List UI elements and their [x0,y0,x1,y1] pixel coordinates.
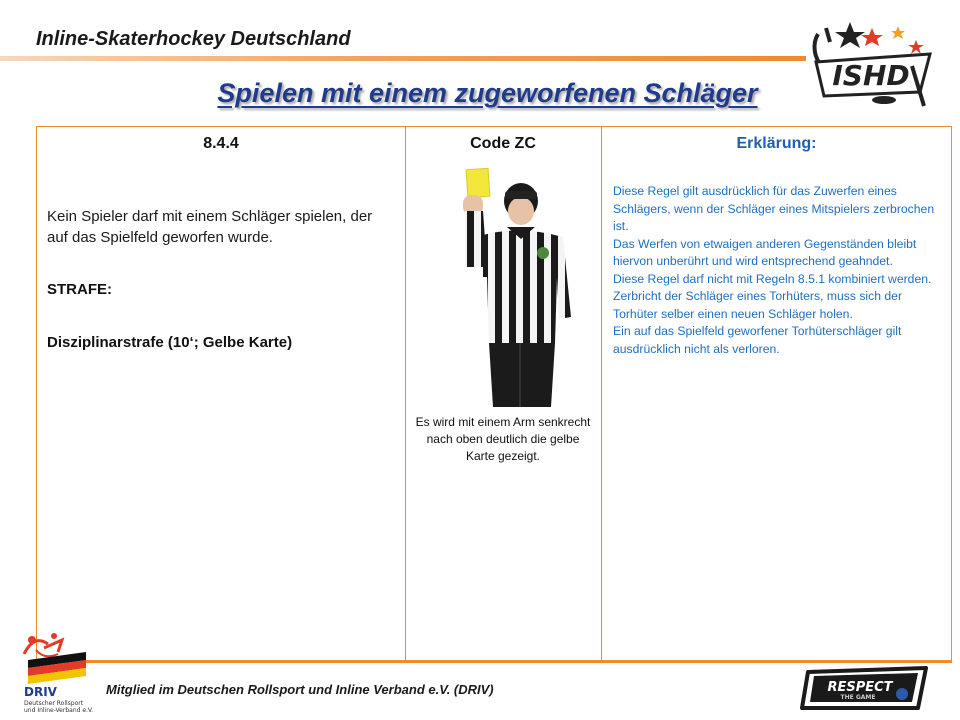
explanation-paragraph: Das Werfen von etwaigen anderen Gegenständen bleibt hiervon unberührt und wird entsprechend geahndet. [613,236,917,268]
explanation-paragraph: Ein auf das Spielfeld geworfener Torhüterschläger gilt ausdrücklich nicht als verloren. [613,324,902,356]
signal-caption: Es wird mit einem Arm senkrecht nach oben deutlich die gelbe Karte gezeigt. [415,415,591,463]
yellow-card [466,168,490,197]
footer-divider [36,661,952,663]
driv-logo [14,630,100,718]
explanation-paragraph: Zerbricht der Schläger eines Torhüters, muss sich der Torhüter selber einen neuen Schläger holen. [613,289,903,321]
respect-logo-subtext: THE GAME [840,694,876,701]
respect-the-game-logo [800,664,934,712]
explanation-title: Erklärung: [736,135,817,152]
referee-signal-image [439,167,579,407]
explanation-column [602,127,951,660]
penalty-value: Disziplinarstrafe (10‘; Gelbe Karte) [47,334,293,351]
rule-text: Kein Spieler darf mit einem Schläger spielen, der auf das Spielfeld geworfen wurde. [47,208,373,246]
page-heading: Spielen mit einem zugeworfenen Schläger [217,78,758,108]
signal-code: Code ZC [470,135,536,152]
respect-logo-text: RESPECT [827,680,893,695]
signal-column [405,127,602,660]
org-title: Inline-Skaterhockey Deutschland [36,28,351,50]
rule-table [36,126,952,661]
header-divider [0,56,806,61]
rule-number: 8.4.4 [203,135,239,152]
footer-text: Mitglied im Deutschen Rollsport und Inline Verband e.V. (DRIV) [106,682,494,697]
explanation-paragraph: Diese Regel darf nicht mit Regeln 8.5.1 kombiniert werden. [613,271,932,286]
penalty-label: STRAFE: [47,281,112,298]
explanation-paragraph: Diese Regel gilt ausdrücklich für das Zuwerfen eines Schlägers, wenn der Schläger eines Mitspielers zerbrochen ist. [613,184,935,233]
explanation-body [613,183,939,358]
ishd-logo-text: ISHD [832,59,910,92]
rule-column [37,127,406,660]
driv-logo-subtitle: und Inline-Verband e.V. [24,707,94,714]
driv-logo-text: DRIV [24,685,57,699]
driv-logo-subtitle: Deutscher Rollsport [24,700,84,707]
